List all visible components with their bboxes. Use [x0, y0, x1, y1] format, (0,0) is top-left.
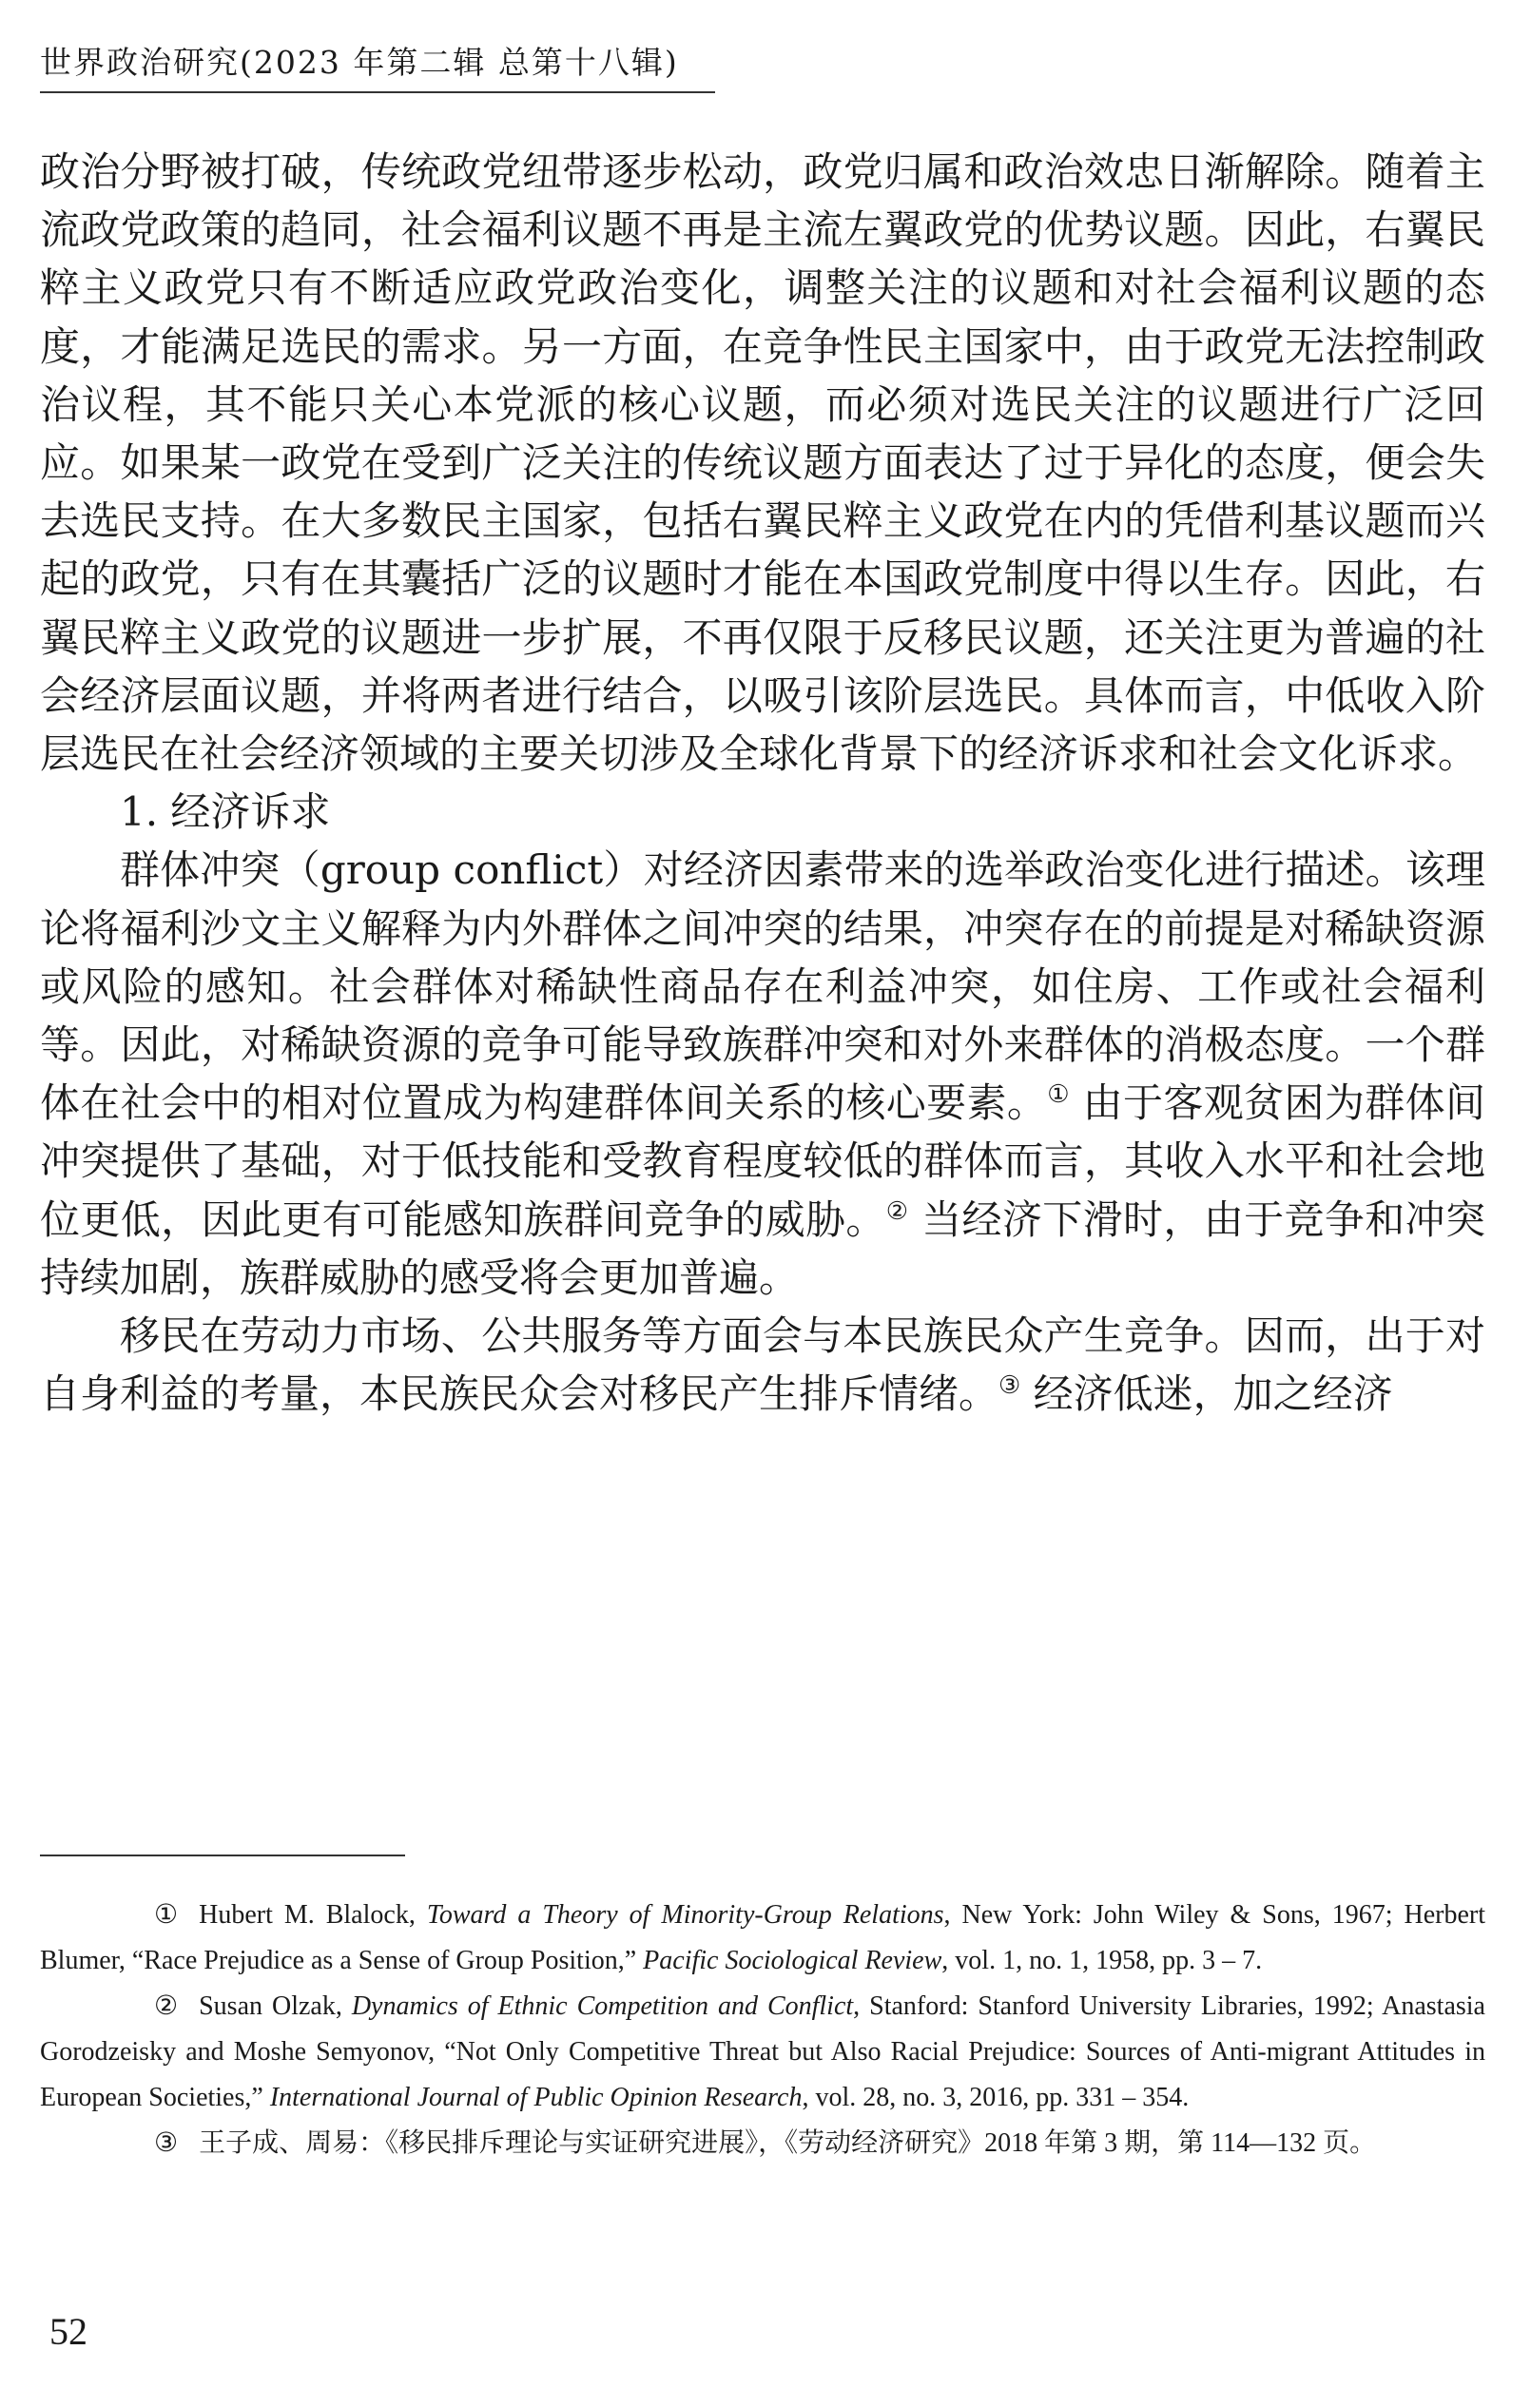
footnote-1-journal: Pacific Sociological Review	[643, 1946, 942, 1975]
footnote-rule	[40, 1855, 405, 1856]
footnote-1-text-c: , vol. 1, no. 1, 1958, pp. 3 – 7.	[941, 1946, 1263, 1975]
footnote-2-book-title: Dynamics of Ethnic Competition and Conflict	[351, 1991, 854, 2021]
footnote-2-journal: International Journal of Public Opinion Research	[269, 2083, 803, 2112]
footnote-ref-3[interactable]: ③	[998, 1371, 1021, 1401]
footnote-1-mark: ①	[154, 1900, 179, 1930]
page-number: 52	[49, 2310, 87, 2353]
footnote-ref-1[interactable]: ①	[1047, 1080, 1070, 1110]
footnote-2	[40, 1984, 1485, 2121]
paragraph-2-text-b: 由于客观贫困为群体间冲突提供了基础，对于低技能和受教育程度较低的群体而言，其收入水平和社会地位更低，因此更有可能感知族群间竞争的威胁。	[40, 1079, 1485, 1243]
footnote-2-text-b: , Stanford: Stanford University Libraries, 1992; Anastasia Gorodzeisky and Moshe Semyonov, “Not Only Competitive Threat but Also Racial Prejudice: Sources of Anti-migrant Attitudes in European Societies,”	[40, 1991, 1485, 2112]
footnote-1-text-a: Hubert M. Blalock,	[199, 1900, 427, 1930]
footnote-1-book-title: Toward a Theory of Minority-Group Relations	[426, 1900, 944, 1930]
paragraph-2	[40, 841, 1485, 1307]
footnote-1	[40, 1893, 1485, 1984]
footnote-3-mark: ③	[154, 2128, 179, 2158]
paragraph-3	[40, 1307, 1485, 1423]
running-header: 世界政治研究(2023 年第二辑 总第十八辑)	[40, 44, 679, 81]
paragraph-3-text-a: 移民在劳动力市场、公共服务等方面会与本民族民众产生竞争。因而，出于对自身利益的考量，本民族民众会对移民产生排斥情绪。	[40, 1312, 1485, 1418]
paragraph-3-text-b: 经济低迷，加之经济	[1020, 1370, 1393, 1418]
section-heading: 1. 经济诉求	[120, 788, 331, 836]
paragraph-1: 政治分野被打破，传统政党纽带逐步松动，政党归属和政治效忠日渐解除。随着主流政党政策的趋同，社会福利议题不再是主流左翼政党的优势议题。因此，右翼民粹主义政党只有不断适应政党政治变化，调整关注的议题和对社会福利议题的态度，才能满足选民的需求。另一方面，在竞争性民主国家中，由于政党无法控制政治议程，其不能只关心本党派的核心议题，而必须对选民关注的议题进行广泛回应。如果某一政党在受到广泛关注的传统议题方面表达了过于异化的态度，便会失去选民支持。在大多数民主国家，包括右翼民粹主义政党在内的凭借利基议题而兴起的政党，只有在其囊括广泛的议题时才能在本国政党制度中得以生存。因此，右翼民粹主义政党的议题进一步扩展，不再仅限于反移民议题，还关注更为普遍的社会经济层面议题，并将两者进行结合，以吸引该阶层选民。具体而言，中低收入阶层选民在社会经济领域的主要关切涉及全球化背景下的经济诉求和社会文化诉求。	[40, 148, 1485, 778]
footnote-3	[40, 2121, 1485, 2166]
footnote-2-text-a: Susan Olzak,	[199, 1991, 352, 2021]
footnote-2-text-c: , vol. 28, no. 3, 2016, pp. 331 – 354.	[802, 2083, 1190, 2112]
footnote-1-text-b: , New York: John Wiley & Sons, 1967; Herbert Blumer, “Race Prejudice as a Sense of Group Position,”	[40, 1900, 1485, 1975]
paragraph-2-text-c: 当经济下滑时，由于竞争和冲突持续加剧，族群威胁的感受将会更加普遍。	[40, 1195, 1485, 1301]
body-text	[40, 143, 1485, 1423]
footnote-2-mark: ②	[154, 1991, 179, 2021]
header-rule	[40, 91, 715, 93]
paragraph-2-text-a: 群体冲突（group conflict）对经济因素带来的选举政治变化进行描述。该理论将福利沙文主义解释为内外群体之间冲突的结果，冲突存在的前提是对稀缺资源或风险的感知。社会群体对稀缺性商品存在利益冲突，如住房、工作或社会福利等。因此，对稀缺资源的竞争可能导致族群冲突和对外来群体的消极态度。一个群体在社会中的相对位置成为构建群体间关系的核心要素。	[40, 846, 1485, 1127]
footnote-ref-2[interactable]: ②	[885, 1196, 909, 1226]
footnote-3-text: 王子成、周易：《移民排斥理论与实证研究进展》，《劳动经济研究》2018 年第 3 期，第 114—132 页。	[199, 2128, 1377, 2158]
footnotes	[40, 1893, 1485, 2166]
